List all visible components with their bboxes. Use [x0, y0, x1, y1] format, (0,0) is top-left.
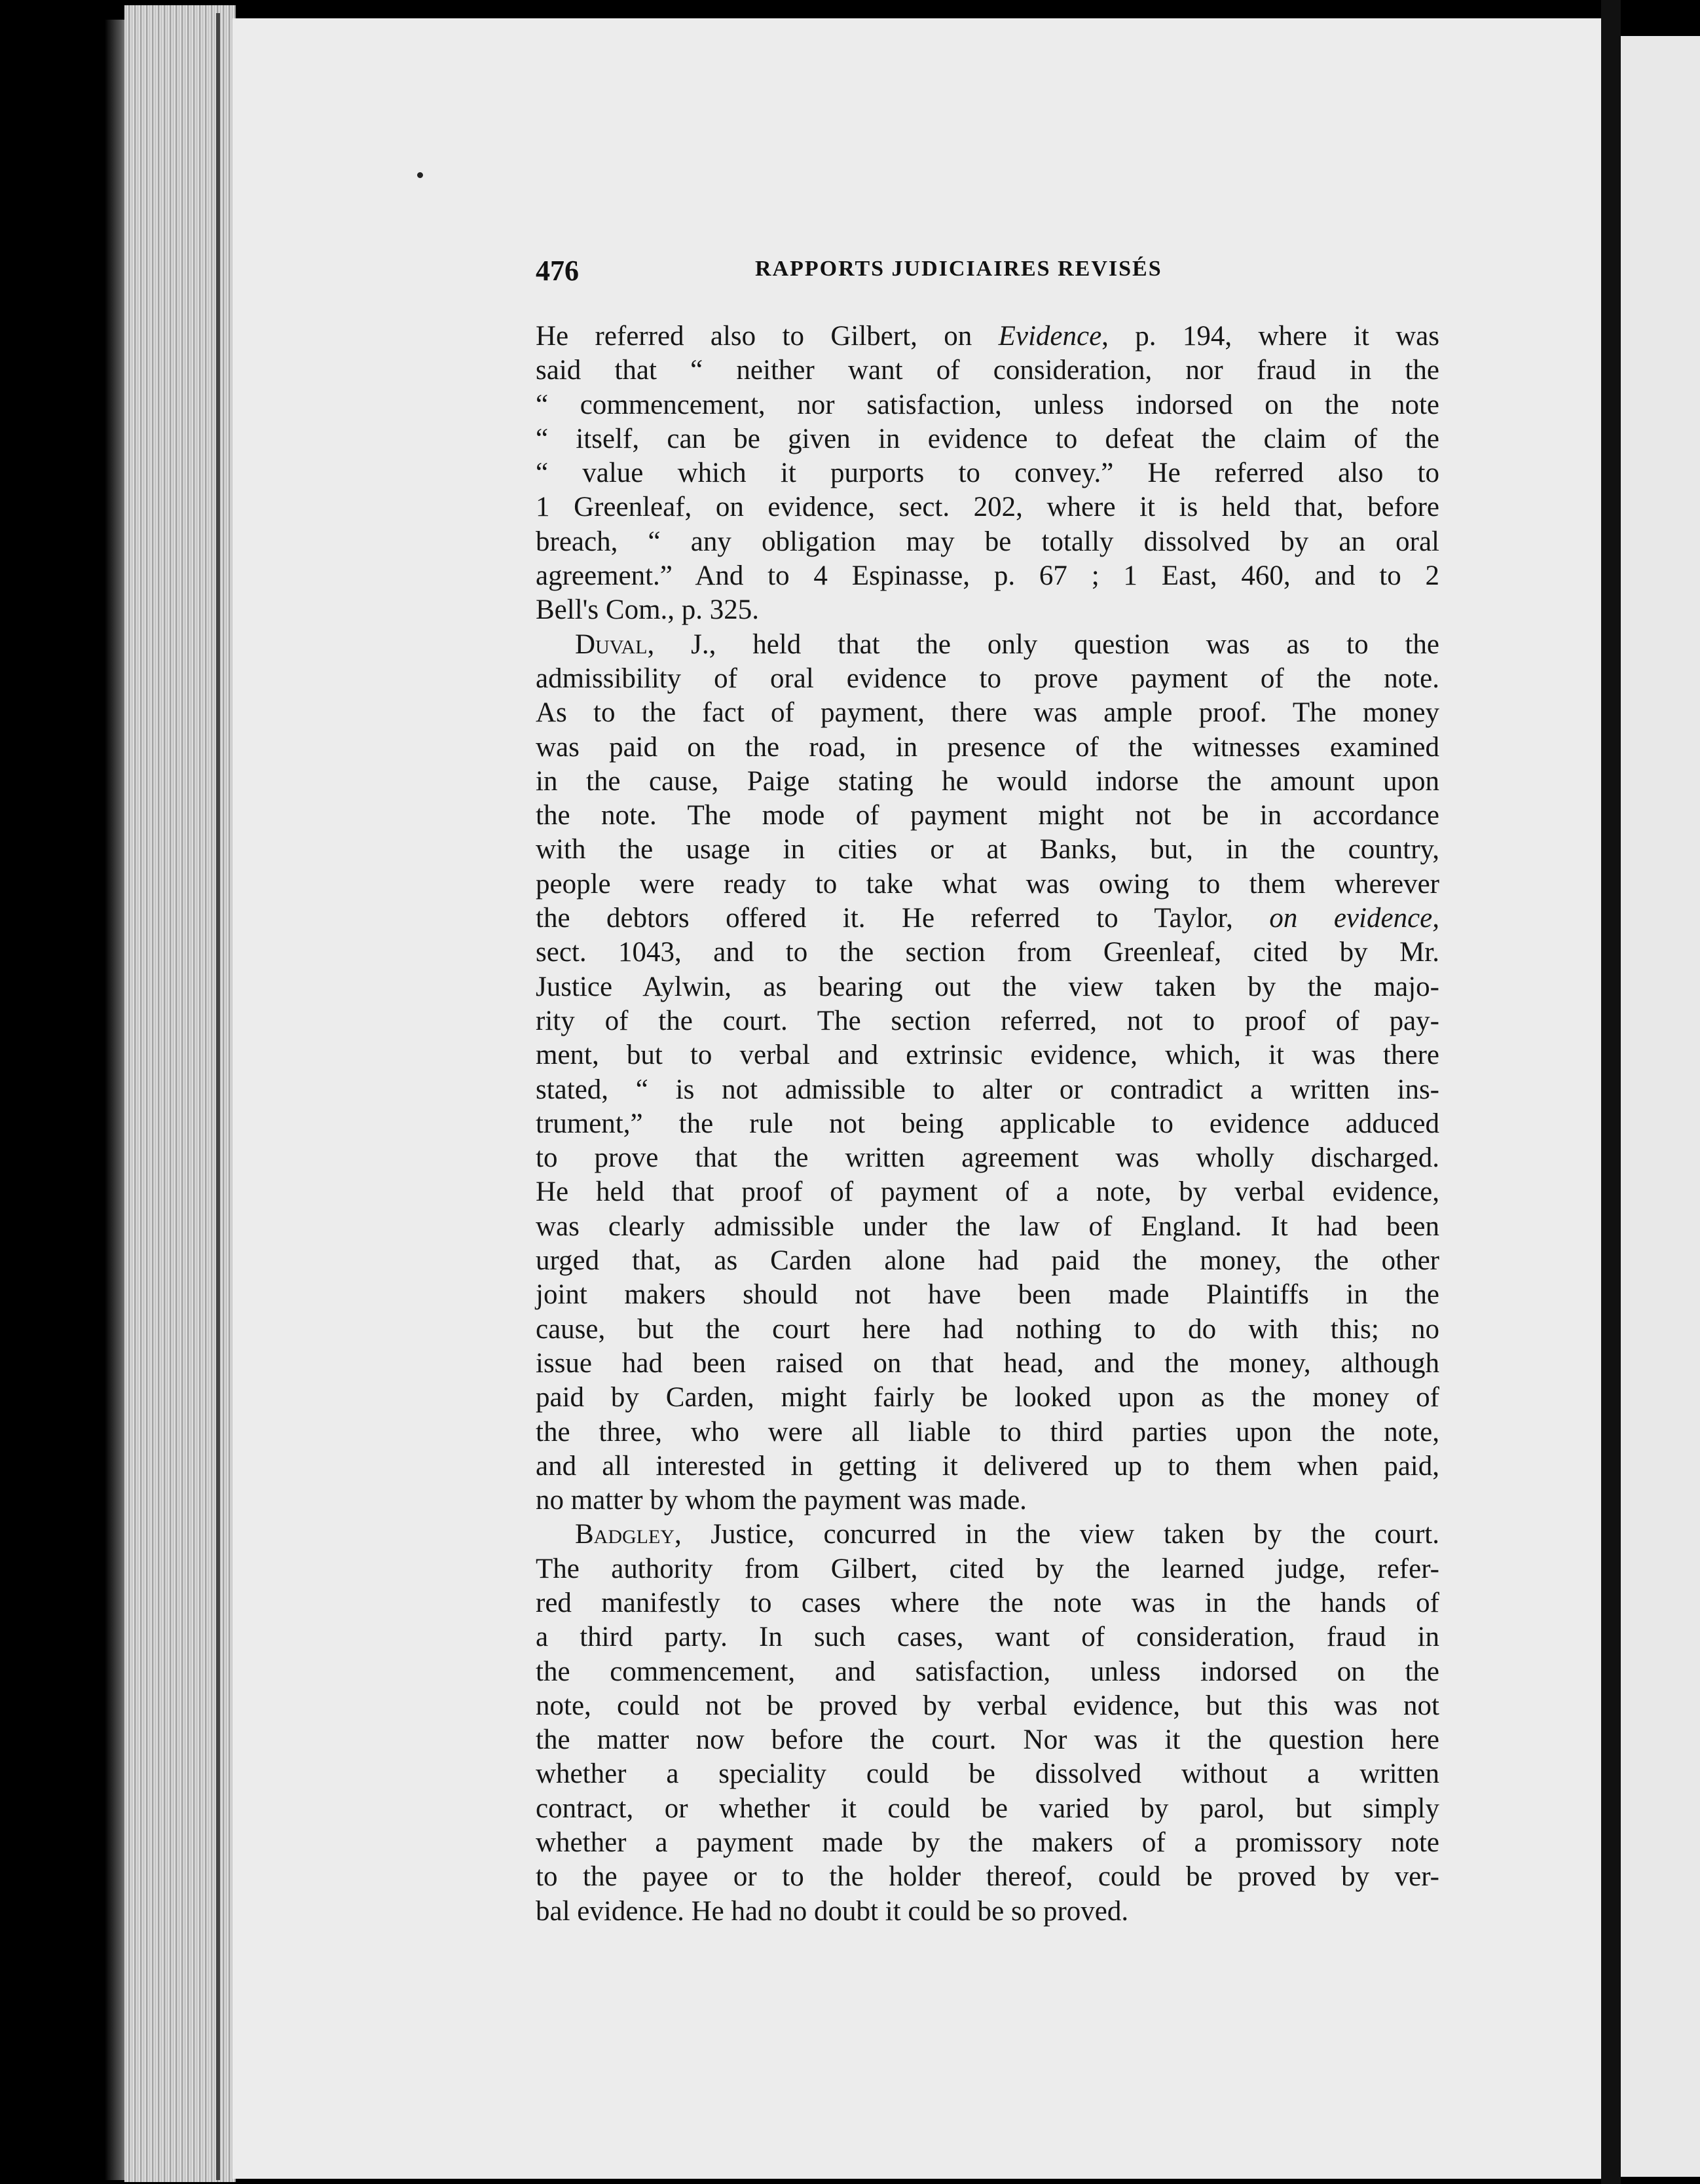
text-line: sect. 1043, and to the section from Greenleaf, cited by Mr. — [536, 937, 1439, 968]
text-line: was clearly admissible under the law of England. It had been — [536, 1210, 1439, 1242]
page-fold-line — [216, 13, 220, 2180]
text-line: breach, “ any obligation may be totally dissolved by an oral — [536, 526, 1439, 557]
text-line: the note. The mode of payment might not be in accordance — [536, 800, 1439, 831]
text-line: to prove that the written agreement was wholly discharged. — [536, 1142, 1439, 1174]
text-line: said that “ neither want of consideration, nor fraud in the — [536, 355, 1439, 386]
judge-name: Duval — [575, 628, 648, 660]
text-line: stated, “ is not admissible to alter or contradict a written ins- — [536, 1074, 1439, 1105]
paragraph-gilbert — [536, 319, 1439, 628]
text-line: red manifestly to cases where the note was in the hands of — [536, 1587, 1439, 1618]
paragraph-badgley — [536, 1518, 1439, 1929]
text-line: urged that, as Carden alone had paid the money, the other — [536, 1245, 1439, 1277]
text-line: rity of the court. The section referred, not to proof of pay- — [536, 1005, 1439, 1036]
text-line: As to the fact of payment, there was ample proof. The money — [536, 697, 1439, 729]
text-line: a third party. In such cases, want of consideration, fraud in — [536, 1622, 1439, 1653]
page-body — [536, 319, 1439, 1929]
text-line: “ itself, can be given in evidence to defeat the claim of the — [536, 423, 1439, 454]
text-line: The authority from Gilbert, cited by the learned judge, refer- — [536, 1553, 1439, 1584]
text-line: and all interested in getting it delivered up to them when paid, — [536, 1450, 1439, 1482]
text-line: the three, who were all liable to third parties upon the note, — [536, 1416, 1439, 1447]
text-line: the commencement, and satisfaction, unless indorsed on the — [536, 1656, 1439, 1687]
text-line: whether a speciality could be dissolved without a written — [536, 1758, 1439, 1790]
text-line — [536, 1518, 1439, 1552]
text-line-rest: , J., held that the only question was as to the — [647, 628, 1439, 660]
text-line: in the cause, Paige stating he would indorse the amount upon — [536, 765, 1439, 797]
text-line: no matter by whom the payment was made. — [536, 1485, 1027, 1516]
text-line-rest: , Justice, concurred in the view taken by the court. — [674, 1519, 1439, 1550]
text-line: He held that proof of payment of a note, by verbal evidence, — [536, 1176, 1439, 1208]
text-line: note, could not be proved by verbal evidence, but this was not — [536, 1690, 1439, 1721]
ink-speck — [417, 172, 423, 178]
facing-page-sliver — [1621, 36, 1700, 2177]
text-line: joint makers should not have been made Plaintiffs in the — [536, 1279, 1439, 1311]
text-line: trument,” the rule not being applicable to evidence adduced — [536, 1108, 1439, 1139]
text-line: contract, or whether it could be varied by parol, but simply — [536, 1793, 1439, 1824]
text-line: was paid on the road, in presence of the witnesses examined — [536, 731, 1439, 763]
text-line: ment, but to verbal and extrinsic evidence, which, it was there — [536, 1040, 1439, 1071]
text-line: 1 Greenleaf, on evidence, sect. 202, where it is held that, before — [536, 492, 1439, 523]
text-line: issue had been raised on that head, and the money, although — [536, 1347, 1439, 1379]
running-header — [536, 254, 1439, 293]
text-line: whether a payment made by the makers of a promissory note — [536, 1827, 1439, 1859]
text-line: the debtors offered it. He referred to Taylor, on evidence, — [536, 903, 1440, 934]
text-line: cause, but the court here had nothing to do with this; no — [536, 1313, 1439, 1345]
judge-name: Badgley — [575, 1519, 674, 1550]
text-line: agreement.” And to 4 Espinasse, p. 67 ; 1 East, 460, and to 2 — [536, 560, 1439, 592]
text-line: “ value which it purports to convey.” He referred also to — [536, 458, 1439, 489]
text-line: admissibility of oral evidence to prove payment of the note. — [536, 663, 1439, 694]
text-line: Bell's Com., p. 325. — [536, 594, 760, 626]
text-line: with the usage in cities or at Banks, but, in the country, — [536, 834, 1439, 865]
text-line: the matter now before the court. Nor was it the question here — [536, 1724, 1439, 1756]
page-number: 476 — [536, 255, 579, 287]
text-line: Justice Aylwin, as bearing out the view taken by the majo- — [536, 971, 1439, 1002]
text-line: He referred also to Gilbert, on Evidence, p. 194, where it was — [536, 321, 1440, 352]
right-gutter — [1601, 0, 1621, 2184]
running-title: RAPPORTS JUDICIAIRES REVISÉS — [755, 257, 1162, 281]
text-line: to the payee or to the holder thereof, could be proved by ver- — [536, 1861, 1439, 1893]
text-line — [536, 628, 1439, 662]
text-line: “ commencement, nor satisfaction, unless indorsed on the note — [536, 389, 1439, 420]
text-line: paid by Carden, might fairly be looked upon as the money of — [536, 1382, 1439, 1413]
text-line: people were ready to take what was owing to them wherever — [536, 868, 1439, 900]
text-line: bal evidence. He had no doubt it could be so proved. — [536, 1895, 1129, 1927]
paragraph-duval — [536, 628, 1439, 1518]
